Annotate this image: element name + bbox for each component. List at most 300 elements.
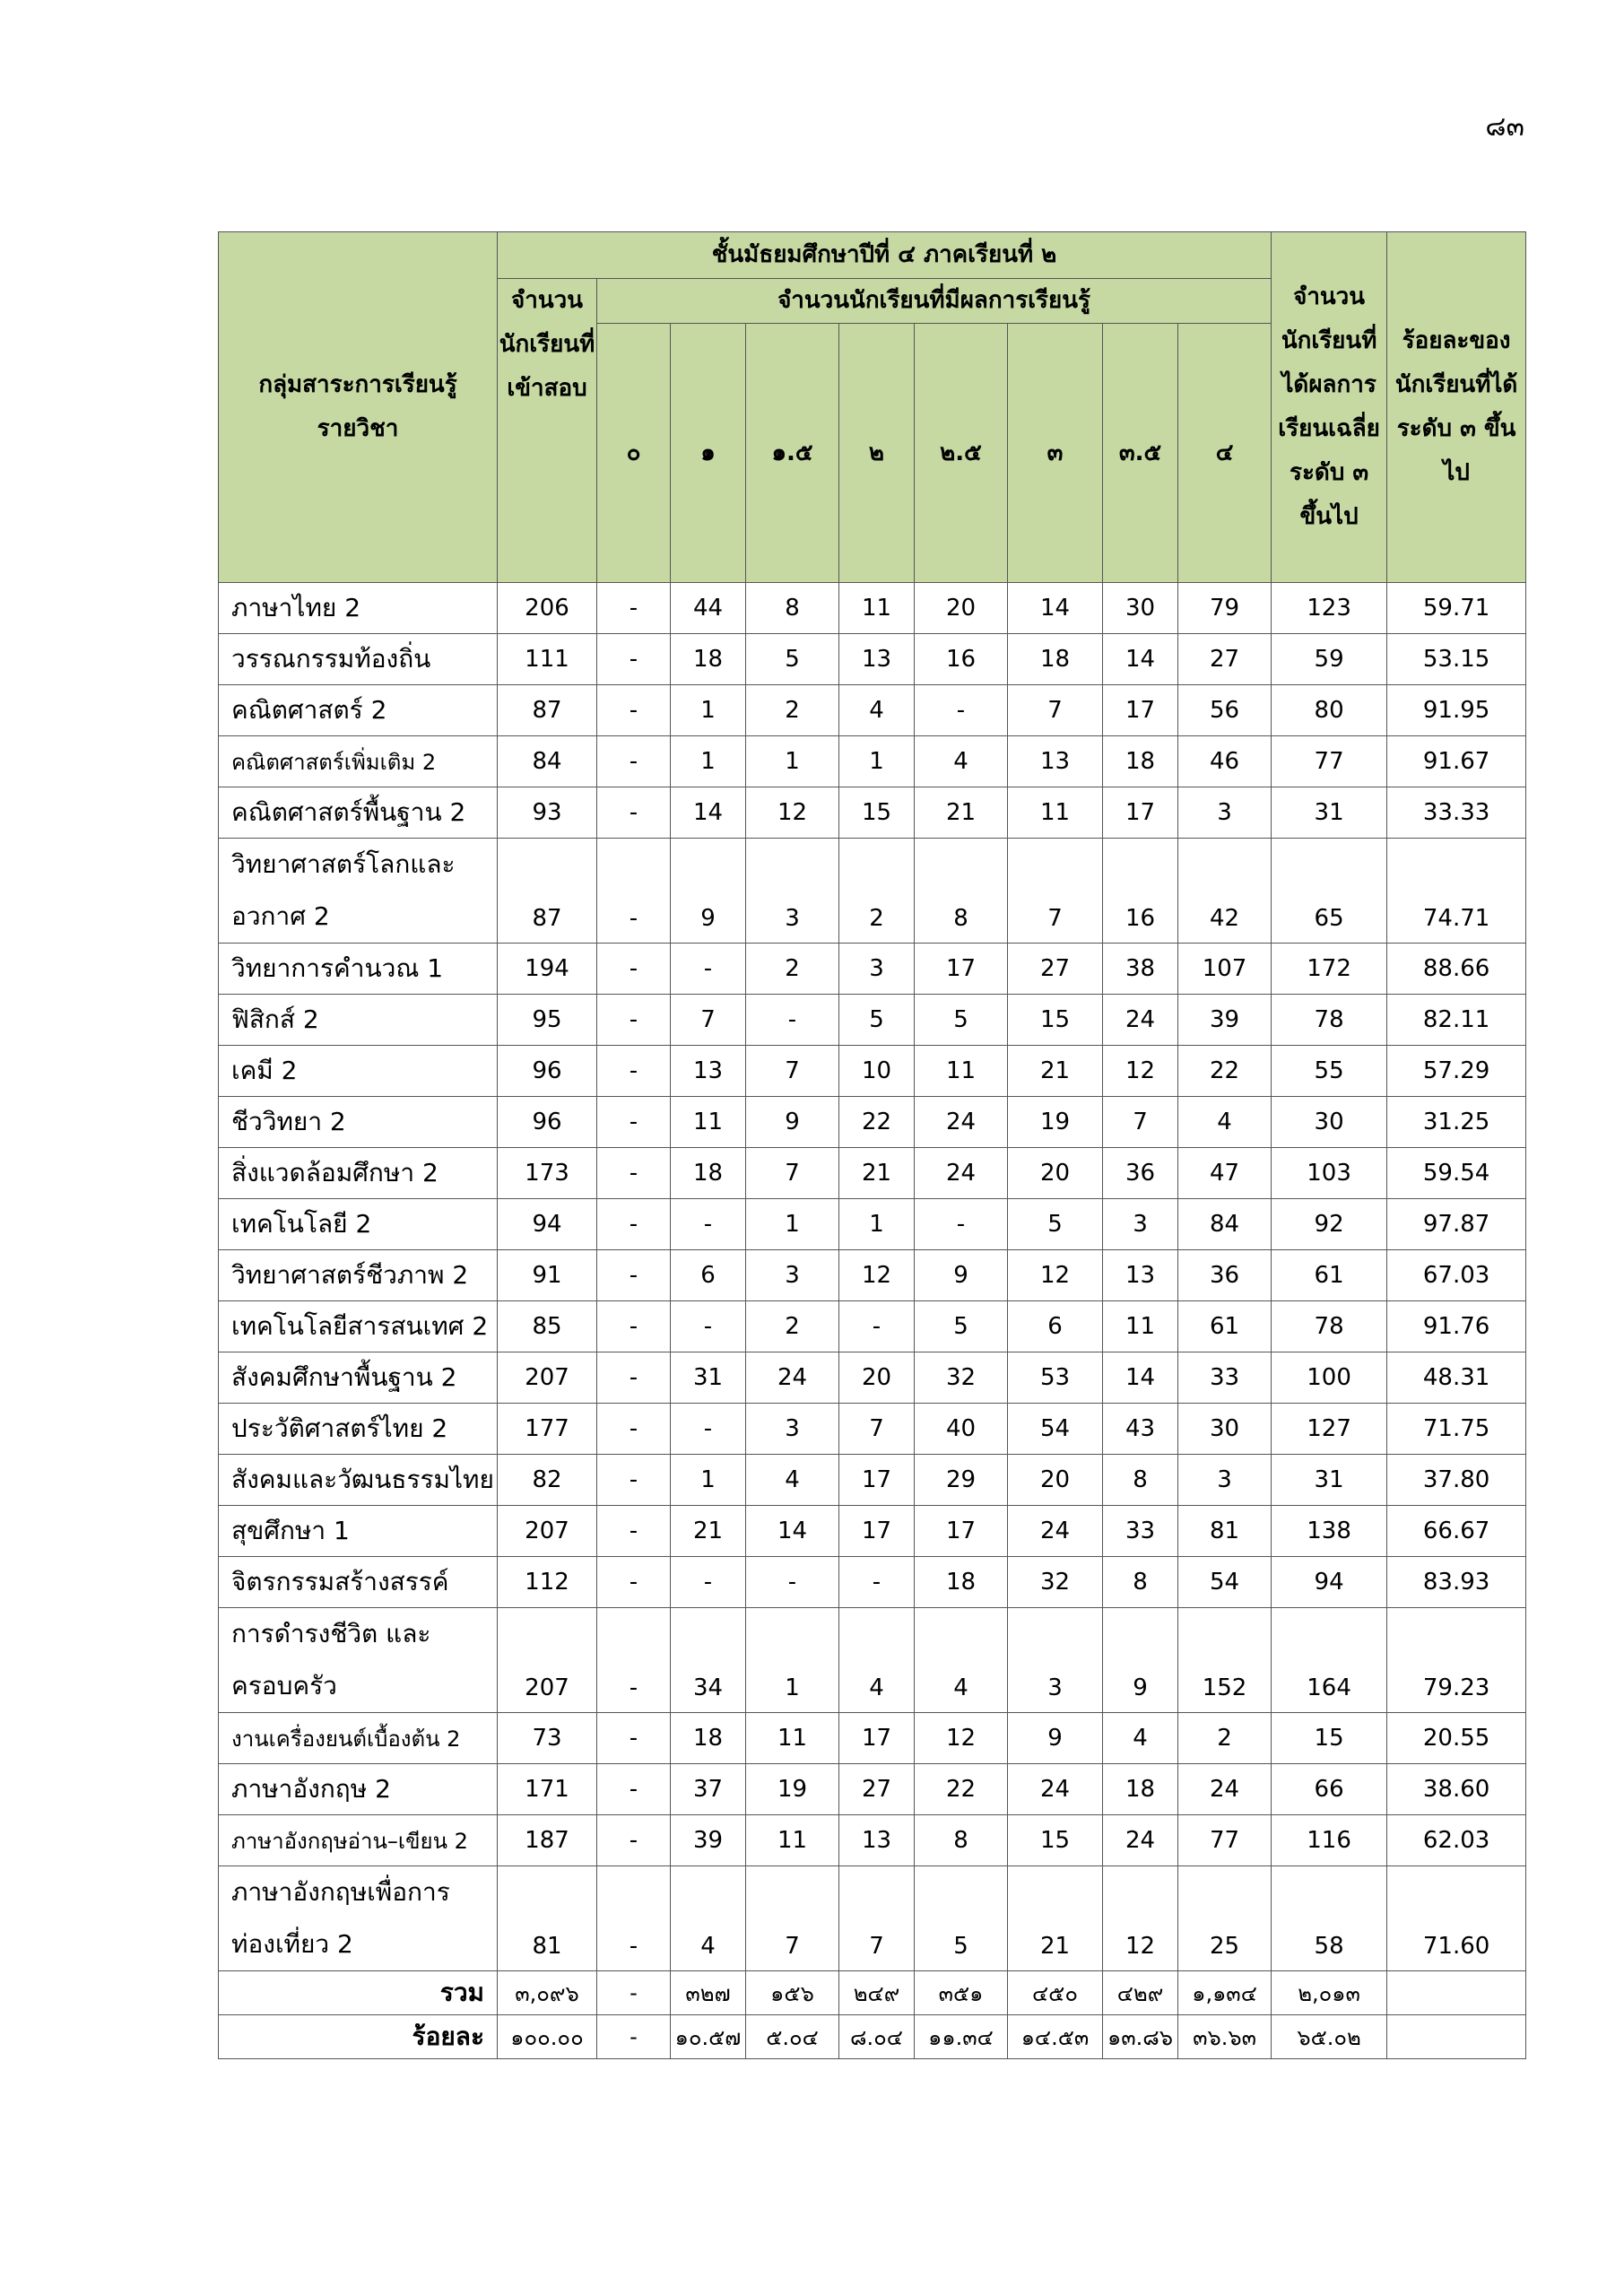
- subject-name: สิ่งแวดล้อมศึกษา 2: [219, 1148, 498, 1199]
- grade-count-cell: 32: [1008, 1557, 1103, 1608]
- grade-count-cell: 12: [915, 1713, 1008, 1764]
- grade-count-cell: 24: [746, 1352, 839, 1404]
- table-row: [219, 1506, 1526, 1557]
- grade-count-cell: -: [671, 1404, 746, 1455]
- students-tested-cell: 111: [498, 634, 597, 685]
- grade3-up-percent-cell: 97.87: [1387, 1199, 1526, 1250]
- grade3-up-count-cell: 15: [1272, 1713, 1387, 1764]
- grade-count-cell: 1: [671, 1455, 746, 1506]
- students-tested-cell: 87: [498, 839, 597, 944]
- grade-count-cell: 5: [915, 1301, 1008, 1352]
- table-row: [219, 685, 1526, 736]
- grade-count-cell: 17: [839, 1455, 915, 1506]
- subject-name: [219, 1866, 498, 1971]
- grade-count-cell: 8: [915, 1815, 1008, 1866]
- table-row: [219, 583, 1526, 634]
- grade-column-header: ๑: [671, 324, 746, 583]
- grade-count-cell: -: [597, 787, 671, 839]
- grade-count-cell: 17: [915, 944, 1008, 995]
- grade-count-cell: 3: [1178, 1455, 1272, 1506]
- grade-count-cell: 39: [1178, 995, 1272, 1046]
- grade-count-cell: 4: [839, 685, 915, 736]
- grade-count-cell: -: [597, 1046, 671, 1097]
- grade-count-cell: ๔๕๐: [1008, 1971, 1103, 2015]
- table-row: [219, 1713, 1526, 1764]
- grade-count-cell: 18: [915, 1557, 1008, 1608]
- grade-count-cell: 6: [671, 1250, 746, 1301]
- grade-count-cell: 18: [671, 1713, 746, 1764]
- grade3-up-count-cell: 127: [1272, 1404, 1387, 1455]
- grade-count-cell: 34: [671, 1608, 746, 1713]
- grade-count-cell: -: [597, 1097, 671, 1148]
- table-row: [219, 1148, 1526, 1199]
- grade-count-cell: 21: [839, 1148, 915, 1199]
- grade-count-cell: 14: [1008, 583, 1103, 634]
- grade-count-cell: 17: [839, 1506, 915, 1557]
- grade-count-cell: 9: [746, 1097, 839, 1148]
- grade-count-cell: 32: [915, 1352, 1008, 1404]
- students-tested-cell: 94: [498, 1199, 597, 1250]
- subject-name: สังคมและวัฒนธรรมไทย: [219, 1455, 498, 1506]
- grade-count-cell: 12: [1103, 1046, 1178, 1097]
- grade-column-header: ๓.๕: [1103, 324, 1178, 583]
- students-tested-cell: 207: [498, 1608, 597, 1713]
- grade-count-cell: 11: [839, 583, 915, 634]
- grade-count-cell: 27: [839, 1764, 915, 1815]
- grade-count-cell: 7: [1008, 685, 1103, 736]
- grade-count-cell: 36: [1178, 1250, 1272, 1301]
- grade-count-cell: 12: [839, 1250, 915, 1301]
- grade3-up-percent-cell: 91.95: [1387, 685, 1526, 736]
- grade-count-cell: 3: [746, 1404, 839, 1455]
- grade-count-cell: 4: [746, 1455, 839, 1506]
- grade-count-cell: 46: [1178, 736, 1272, 787]
- subject-name: ภาษาอังกฤษอ่าน–เขียน 2: [219, 1815, 498, 1866]
- grade-count-cell: 1: [746, 1199, 839, 1250]
- grade3-up-count-cell: 123: [1272, 583, 1387, 634]
- grade-count-cell: 25: [1178, 1866, 1272, 1971]
- grade-count-cell: 30: [1178, 1404, 1272, 1455]
- grade-count-cell: -: [597, 1506, 671, 1557]
- grade-count-cell: 19: [1008, 1097, 1103, 1148]
- grade3-up-count-cell: 78: [1272, 1301, 1387, 1352]
- table-row: [219, 1404, 1526, 1455]
- grade-count-cell: 3: [1103, 1199, 1178, 1250]
- grade3-up-percent-cell: 74.71: [1387, 839, 1526, 944]
- grade-count-cell: 7: [671, 995, 746, 1046]
- grade3-up-count-cell: ๖๕.๐๒: [1272, 2015, 1387, 2059]
- grade-count-cell: 7: [839, 1866, 915, 1971]
- grade-count-cell: -: [671, 1557, 746, 1608]
- header-percent-grade3-up: ร้อยละของนักเรียนที่ได้ระดับ ๓ ขึ้นไป: [1387, 232, 1526, 583]
- grade-count-cell: 37: [671, 1764, 746, 1815]
- grade-count-cell: 5: [915, 995, 1008, 1046]
- grade-count-cell: 20: [839, 1352, 915, 1404]
- subject-line-2: อวกาศ 2: [231, 901, 330, 931]
- grade-count-cell: 4: [915, 1608, 1008, 1713]
- grade-count-cell: 21: [1008, 1866, 1103, 1971]
- grade-count-cell: -: [597, 839, 671, 944]
- grade-count-cell: -: [597, 1608, 671, 1713]
- grade-column-header: ๒.๕: [915, 324, 1008, 583]
- grade-count-cell: 8: [915, 839, 1008, 944]
- grade-count-cell: ๓๕๑: [915, 1971, 1008, 2015]
- grade-count-cell: 24: [1178, 1764, 1272, 1815]
- grade-count-cell: ๒๔๙: [839, 1971, 915, 2015]
- grade3-up-count-cell: 78: [1272, 995, 1387, 1046]
- grade-count-cell: -: [597, 1764, 671, 1815]
- grade-count-cell: 3: [1178, 787, 1272, 839]
- grade-count-cell: 7: [1103, 1097, 1178, 1148]
- grade-count-cell: -: [597, 1455, 671, 1506]
- students-tested-cell: 187: [498, 1815, 597, 1866]
- grade3-up-count-cell: 116: [1272, 1815, 1387, 1866]
- students-tested-cell: 84: [498, 736, 597, 787]
- grade-count-cell: 2: [746, 685, 839, 736]
- students-tested-cell: 194: [498, 944, 597, 995]
- grade-count-cell: -: [597, 1250, 671, 1301]
- table-row: [219, 1352, 1526, 1404]
- grade-count-cell: 13: [671, 1046, 746, 1097]
- grade-count-cell: 33: [1178, 1352, 1272, 1404]
- totals-row: [219, 1971, 1526, 2015]
- table-row: [219, 1301, 1526, 1352]
- grade-count-cell: 16: [1103, 839, 1178, 944]
- grade-count-cell: 18: [1008, 634, 1103, 685]
- table-row: [219, 1046, 1526, 1097]
- grade-count-cell: -: [915, 1199, 1008, 1250]
- grade-count-cell: 15: [1008, 995, 1103, 1046]
- grade-count-cell: 14: [746, 1506, 839, 1557]
- grade-count-cell: 19: [746, 1764, 839, 1815]
- grade-count-cell: -: [597, 1815, 671, 1866]
- grade-count-cell: 15: [839, 787, 915, 839]
- grade-count-cell: 1: [746, 1608, 839, 1713]
- grade3-up-count-cell: 61: [1272, 1250, 1387, 1301]
- grade3-up-count-cell: 100: [1272, 1352, 1387, 1404]
- grade3-up-count-cell: 77: [1272, 736, 1387, 787]
- grade-count-cell: 53: [1008, 1352, 1103, 1404]
- grade-count-cell: 22: [1178, 1046, 1272, 1097]
- subject-name: เคมี 2: [219, 1046, 498, 1097]
- grade3-up-count-cell: 172: [1272, 944, 1387, 995]
- grade3-up-count-cell: 94: [1272, 1557, 1387, 1608]
- grade-count-cell: -: [597, 1199, 671, 1250]
- grade-count-cell: 44: [671, 583, 746, 634]
- header-students-tested: จำนวนนักเรียนที่เข้าสอบ: [498, 279, 597, 583]
- grade-count-cell: 9: [1103, 1608, 1178, 1713]
- grade-count-cell: 17: [915, 1506, 1008, 1557]
- subject-line-2: ครอบครัว: [231, 1671, 337, 1700]
- table-row: [219, 736, 1526, 787]
- grade-count-cell: 5: [839, 995, 915, 1046]
- subject-name: งานเครื่องยนต์เบื้องต้น 2: [219, 1713, 498, 1764]
- grade-count-cell: -: [597, 1557, 671, 1608]
- grade-count-cell: ๑๐.๕๗: [671, 2015, 746, 2059]
- grade-count-cell: ๑๔.๕๓: [1008, 2015, 1103, 2059]
- grade-count-cell: 1: [839, 736, 915, 787]
- table-row: [219, 1097, 1526, 1148]
- grade-count-cell: 4: [671, 1866, 746, 1971]
- table-row: [219, 787, 1526, 839]
- grade-column-header: ๓: [1008, 324, 1103, 583]
- grade-count-cell: 21: [915, 787, 1008, 839]
- students-tested-cell: 171: [498, 1764, 597, 1815]
- grade-count-cell: 3: [839, 944, 915, 995]
- grade-count-cell: 14: [1103, 634, 1178, 685]
- students-tested-cell: 73: [498, 1713, 597, 1764]
- grade-column-header: ๑.๕: [746, 324, 839, 583]
- grade-count-cell: -: [746, 1557, 839, 1608]
- students-tested-cell: 112: [498, 1557, 597, 1608]
- grade-count-cell: 39: [671, 1815, 746, 1866]
- grade3-up-count-cell: 66: [1272, 1764, 1387, 1815]
- grade-count-cell: 8: [1103, 1557, 1178, 1608]
- grade-count-cell: 29: [915, 1455, 1008, 1506]
- grade-count-cell: 9: [915, 1250, 1008, 1301]
- subject-name: จิตรกรรมสร้างสรรค์: [219, 1557, 498, 1608]
- grade-count-cell: -: [597, 944, 671, 995]
- grade-count-cell: 18: [1103, 1764, 1178, 1815]
- header-students-grade3-up: จำนวนนักเรียนที่ได้ผลการเรียนเฉลี่ยระดับ ๓ ขึ้นไป: [1272, 232, 1387, 583]
- grade-count-cell: ๑๕๖: [746, 1971, 839, 2015]
- grade-count-cell: 4: [839, 1608, 915, 1713]
- grade3-up-percent-cell: 33.33: [1387, 787, 1526, 839]
- grade-count-cell: -: [597, 1713, 671, 1764]
- table-row: [219, 1557, 1526, 1608]
- subject-name: วรรณกรรมท้องถิ่น: [219, 634, 498, 685]
- header-subject-group: กลุ่มสาระการเรียนรู้ รายวิชา: [219, 232, 498, 583]
- subject-name: [219, 839, 498, 944]
- grade-count-cell: 30: [1103, 583, 1178, 634]
- grade-count-cell: -: [671, 1301, 746, 1352]
- grade-count-cell: 16: [915, 634, 1008, 685]
- grade3-up-count-cell: 59: [1272, 634, 1387, 685]
- students-tested-cell: ๑๐๐.๐๐: [498, 2015, 597, 2059]
- grade-count-cell: 17: [839, 1713, 915, 1764]
- grade-count-cell: 17: [1103, 685, 1178, 736]
- grade-count-cell: 21: [1008, 1046, 1103, 1097]
- table-row: [219, 1815, 1526, 1866]
- grade-count-cell: 54: [1178, 1557, 1272, 1608]
- grade-count-cell: -: [671, 1199, 746, 1250]
- students-tested-cell: 96: [498, 1097, 597, 1148]
- subject-name: คณิตศาสตร์ 2: [219, 685, 498, 736]
- grade-count-cell: -: [597, 1971, 671, 2015]
- grade-count-cell: 3: [746, 839, 839, 944]
- grade-count-cell: ๓๖.๖๓: [1178, 2015, 1272, 2059]
- grade-count-cell: -: [597, 1148, 671, 1199]
- subject-line-2: ท่องเที่ยว 2: [231, 1929, 353, 1959]
- subject-name: สังคมศึกษาพื้นฐาน 2: [219, 1352, 498, 1404]
- grade-count-cell: 1: [671, 736, 746, 787]
- grade-count-cell: 12: [1103, 1866, 1178, 1971]
- grade-count-cell: 31: [671, 1352, 746, 1404]
- grade-count-cell: ๑,๑๓๔: [1178, 1971, 1272, 2015]
- grade-count-cell: 5: [915, 1866, 1008, 1971]
- grade3-up-count-cell: 103: [1272, 1148, 1387, 1199]
- grade-count-cell: 11: [1103, 1301, 1178, 1352]
- grade-count-cell: 5: [746, 634, 839, 685]
- grade-count-cell: 4: [1103, 1713, 1178, 1764]
- grade-count-cell: 1: [746, 736, 839, 787]
- grade-count-cell: 61: [1178, 1301, 1272, 1352]
- grade-count-cell: -: [597, 1404, 671, 1455]
- totals-row-label: รวม: [219, 1971, 498, 2015]
- grade-count-cell: 1: [839, 1199, 915, 1250]
- grade-count-cell: 43: [1103, 1404, 1178, 1455]
- grade3-up-percent-cell: 91.76: [1387, 1301, 1526, 1352]
- grade3-up-percent-cell: 31.25: [1387, 1097, 1526, 1148]
- grade-count-cell: 20: [915, 583, 1008, 634]
- grade-count-cell: -: [597, 1866, 671, 1971]
- subject-name: วิทยาการคำนวณ 1: [219, 944, 498, 995]
- students-tested-cell: 173: [498, 1148, 597, 1199]
- students-tested-cell: 177: [498, 1404, 597, 1455]
- grade-count-cell: -: [746, 995, 839, 1046]
- grade-count-cell: 13: [839, 1815, 915, 1866]
- grade-count-cell: -: [915, 685, 1008, 736]
- grade-count-cell: -: [597, 2015, 671, 2059]
- grade-count-cell: 12: [1008, 1250, 1103, 1301]
- grade-count-cell: 27: [1178, 634, 1272, 685]
- grade-count-cell: 2: [1178, 1713, 1272, 1764]
- grade3-up-percent-cell: 79.23: [1387, 1608, 1526, 1713]
- grade-count-cell: 7: [746, 1866, 839, 1971]
- grade-count-cell: 6: [1008, 1301, 1103, 1352]
- grade-count-cell: 47: [1178, 1148, 1272, 1199]
- grade-count-cell: -: [597, 1301, 671, 1352]
- grade3-up-count-cell: 31: [1272, 1455, 1387, 1506]
- grade-count-cell: 1: [671, 685, 746, 736]
- grade3-up-percent-cell: 67.03: [1387, 1250, 1526, 1301]
- grade-count-cell: 11: [746, 1815, 839, 1866]
- grade-count-cell: 18: [1103, 736, 1178, 787]
- grade-count-cell: -: [839, 1557, 915, 1608]
- grade3-up-percent-cell: 37.80: [1387, 1455, 1526, 1506]
- grade-count-cell: 4: [1178, 1097, 1272, 1148]
- grade-count-cell: 7: [1008, 839, 1103, 944]
- header-grade-level: ชั้นมัธยมศึกษาปีที่ ๔ ภาคเรียนที่ ๒: [498, 232, 1272, 279]
- grade-count-cell: 33: [1103, 1506, 1178, 1557]
- grade3-up-percent-cell: 91.67: [1387, 736, 1526, 787]
- grade-count-cell: 7: [746, 1046, 839, 1097]
- grade3-up-percent-cell: 59.54: [1387, 1148, 1526, 1199]
- students-tested-cell: 81: [498, 1866, 597, 1971]
- grade3-up-percent-cell: 66.67: [1387, 1506, 1526, 1557]
- grade3-up-count-cell: 30: [1272, 1097, 1387, 1148]
- grade3-up-percent-cell: 82.11: [1387, 995, 1526, 1046]
- table-row: [219, 1199, 1526, 1250]
- grade3-up-count-cell: 55: [1272, 1046, 1387, 1097]
- grade3-up-percent-cell: 59.71: [1387, 583, 1526, 634]
- grade-count-cell: ๑๑.๓๔: [915, 2015, 1008, 2059]
- subject-name: คณิตศาสตร์พื้นฐาน 2: [219, 787, 498, 839]
- grade3-up-percent-cell: 83.93: [1387, 1557, 1526, 1608]
- grade-count-cell: 3: [746, 1250, 839, 1301]
- subject-name: ประวัติศาสตร์ไทย 2: [219, 1404, 498, 1455]
- grade-count-cell: 81: [1178, 1506, 1272, 1557]
- table-row: [219, 944, 1526, 995]
- grade3-up-count-cell: 80: [1272, 685, 1387, 736]
- grade-column-header: ๒: [839, 324, 915, 583]
- grade-count-cell: 5: [1008, 1199, 1103, 1250]
- grade-count-cell: 22: [839, 1097, 915, 1148]
- grade-count-cell: 15: [1008, 1815, 1103, 1866]
- students-tested-cell: 85: [498, 1301, 597, 1352]
- grade-count-cell: 11: [915, 1046, 1008, 1097]
- grade-count-cell: 56: [1178, 685, 1272, 736]
- grade-count-cell: 152: [1178, 1608, 1272, 1713]
- grade-count-cell: -: [597, 685, 671, 736]
- percent-row-label: ร้อยละ: [219, 2015, 498, 2059]
- grade3-up-percent-cell: [1387, 1971, 1526, 2015]
- grade-count-cell: 20: [1008, 1455, 1103, 1506]
- grade-count-cell: ๘.๐๔: [839, 2015, 915, 2059]
- grade-count-cell: -: [597, 995, 671, 1046]
- grade-count-cell: -: [839, 1301, 915, 1352]
- students-tested-cell: 82: [498, 1455, 597, 1506]
- grade-count-cell: 79: [1178, 583, 1272, 634]
- grade-count-cell: ๕.๐๔: [746, 2015, 839, 2059]
- grade-count-cell: -: [597, 583, 671, 634]
- students-tested-cell: 87: [498, 685, 597, 736]
- table-row: [219, 1866, 1526, 1971]
- grade-count-cell: 24: [915, 1148, 1008, 1199]
- grade-count-cell: 24: [915, 1097, 1008, 1148]
- grade3-up-percent-cell: 62.03: [1387, 1815, 1526, 1866]
- grade3-up-percent-cell: 71.75: [1387, 1404, 1526, 1455]
- students-tested-cell: 91: [498, 1250, 597, 1301]
- grade3-up-percent-cell: 57.29: [1387, 1046, 1526, 1097]
- students-tested-cell: 206: [498, 583, 597, 634]
- subject-name: คณิตศาสตร์เพิ่มเติม 2: [219, 736, 498, 787]
- grade3-up-percent-cell: 20.55: [1387, 1713, 1526, 1764]
- table-row: [219, 1455, 1526, 1506]
- grade-count-cell: 2: [839, 839, 915, 944]
- subject-name: สุขศึกษา 1: [219, 1506, 498, 1557]
- students-tested-cell: 95: [498, 995, 597, 1046]
- students-tested-cell: 96: [498, 1046, 597, 1097]
- grade-count-cell: 4: [915, 736, 1008, 787]
- grade-count-cell: 8: [746, 583, 839, 634]
- grade3-up-percent-cell: 71.60: [1387, 1866, 1526, 1971]
- grade-column-header: ๔: [1178, 324, 1272, 583]
- students-tested-cell: 93: [498, 787, 597, 839]
- page-number: ๘๓: [1485, 111, 1524, 143]
- grade-count-cell: 18: [671, 1148, 746, 1199]
- subject-name: เทคโนโลยีสารสนเทศ 2: [219, 1301, 498, 1352]
- grade-count-cell: 7: [839, 1404, 915, 1455]
- grade3-up-percent-cell: 38.60: [1387, 1764, 1526, 1815]
- subject-name: [219, 1608, 498, 1713]
- grade-count-cell: 20: [1008, 1148, 1103, 1199]
- grade-count-cell: 38: [1103, 944, 1178, 995]
- subject-line-1: ภาษาอังกฤษเพื่อการ: [231, 1877, 450, 1907]
- grade3-up-percent-cell: 53.15: [1387, 634, 1526, 685]
- table-row: [219, 1250, 1526, 1301]
- grade-count-cell: 24: [1103, 995, 1178, 1046]
- grade3-up-count-cell: 138: [1272, 1506, 1387, 1557]
- grade-count-cell: -: [671, 944, 746, 995]
- table-row: [219, 839, 1526, 944]
- grade3-up-count-cell: 31: [1272, 787, 1387, 839]
- grade-count-cell: 14: [671, 787, 746, 839]
- subject-name: ฟิสิกส์ 2: [219, 995, 498, 1046]
- subject-name: ภาษาไทย 2: [219, 583, 498, 634]
- grade-count-cell: 9: [1008, 1713, 1103, 1764]
- grade3-up-count-cell: 65: [1272, 839, 1387, 944]
